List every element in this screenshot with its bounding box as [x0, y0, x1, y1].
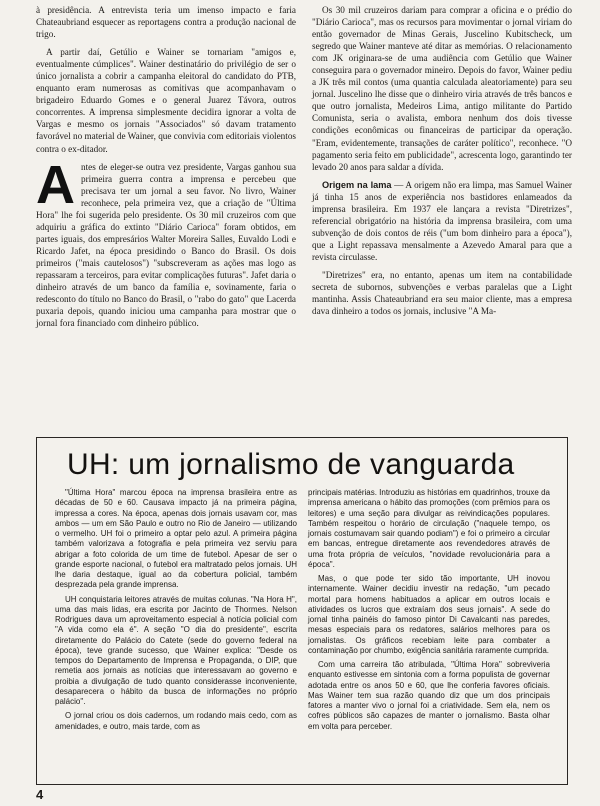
article-paragraph-text: — A origem não era limpa, mas Samuel Wainer já tinha 15 anos de experiência nos bastidores enlameados da imprensa brasileira. Em 1937 ele lançara a revista "Diretrizes", referencial obrigatório na história da imprensa brasileira, com uma subvenção de dois contos de réis ("um bom dinheiro para a época"), que a Light repassava mensalmente a Azevedo Amaral para que a revista circulasse.	[312, 179, 572, 262]
section-subhead: Origem na lama	[322, 179, 392, 190]
article-column-left	[36, 4, 296, 335]
box-title: UH: um jornalismo de vanguarda	[67, 448, 515, 481]
article-paragraph: Os 30 mil cruzeiros dariam para comprar a oficina e o prédio do "Diário Carioca", mas os recursos para movimentar o jornal viriam do então governador de Minas Gerais, Juscelino Kubitscheck, um segredo que Wainer manteve até ditar as memórias. O relacionamento com JK originara-se de uma audiência com Getúlio que Wainer conseguira para o governador mineiro. Depois do favor, Wainer pediu a JK três mil contos (uma quantia calculada aleatoriamente) para seu jornal. Juscelino lhe disse que o dinheiro viria através de três bancos e que outro jornalista, Medeiros Lima, antigo militante do Partido Comunista, seria o avalista, embora nenhum dos dois tivesse condições econômicas ou financeiras de participar da operação. "Eram, evidentemente, transações de caráter político", reconhece. "O pagamento seria feito em publicidade", acrescenta logo, garantindo ter levado 20 anos para saldar a dívida.	[312, 5, 572, 172]
box-paragraph: Com uma carreira tão atribulada, "Última Hora" sobreviveria enquanto estivesse em sintonia com a forma populista de governar adotada entre os anos 50 e 60, que lhe conferia favores oficiais. Mas Wainer tem sua razão quando diz que um dos principais fatores a manter vivo o jornal foi a criatividade. Sem ela, nem os cofres públicos são capazes de manter o jornalismo. Basta olhar em volta para perceber.	[308, 660, 550, 731]
box-column-right	[308, 488, 550, 736]
box-paragraph: UH conquistaria leitores através de muitas colunas. "Na Hora H", uma das mais lidas, era escrita por Jacinto de Thormes. Nelson Rodrigues dava um aproveitamento especial à notícia policial com "A vida como ela é". A seção "O dia do presidente", escrita diretamente do Palácio do Catete (sede do governo federal na época), teve grande sucesso, que Wainer explica: "Desde os tempos do Departamento de Imprensa e Propaganda, o DIP, que remetia aos jornais as notícias que interessavam ao governo e proibia a divulgação de tudo quanto considerasse inconveniente, desaparecera o hábito da busca de informações no próprio palácio".	[55, 594, 297, 706]
article-paragraph: A partir daí, Getúlio e Wainer se tornariam "amigos e, eventualmente cúmplices". Wainer destinatário do privilégio de ser o único jornalista a cobrir a campanha eleitoral do candidato do PTB, enquanto eram numerosas as comitivas que acompanhavam o brigadeiro Eduardo Gomes e o general Juarez Távora, outros concorrentes. A imprensa simplesmente decidira ignorar a volta de Vargas e mesmo os jornais "Associados" só davam tratamento favorável no material de Wainer, que convivia com editoriais violentos contra o ex-ditador.	[36, 47, 296, 154]
box-paragraph: "Última Hora" marcou época na imprensa brasileira entre as décadas de 50 e 60. Causava impacto já na primeira página, impressa a cores. Na época, apenas dois jornais usavam cor, mas ambos — um em São Paulo e outro no Rio de Janeiro — utilizando o vermelho. UH foi o primeiro a optar pelo azul. A primeira página também valorizava a fotografia e pela primeira vez serviu para abrigar a foto colorida de um time de futebol. Apesar de ser o grande esporte nacional, o futebol era maltratado pelos jornais. UH lhe daria destaque, igual ao da cobertura policial, também desprezada pela grande imprensa.	[55, 488, 297, 590]
sidebar-box	[36, 437, 568, 785]
article-paragraph-text: ntes de eleger-se outra vez presidente, Vargas ganhou sua primeira guerra contra a imprensa e percebeu que precisava ter um jornal a seu favor. No livro, Wainer reconhece, pela primeira vez, que a criação de "Última Hora" lhe foi sugerida pelo presidente. Os 30 mil cruzeiros com que adquiriu a gráfica do extinto "Diário Carioca" foram obtidos, em partes iguais, dos empresários Walter Moreira Salles, Euvaldo Lodi e Ricardo Jafet, na época presidindo o Banco do Brasil. Os dois primeiros ("mais cautelosos") "subscreveram as ações mas logo as repassaram a terceiros, para evitar complicações futuras". Jafet daria o dinheiro através de um banco da família e, sovinamente, faria o redesconto do título no Banco do Brasil, o "rabo do gato" que Lacerda puxaria depois, quando iniciou uma campanha para mostrar que o jornal fora financiado com dinheiro público.	[36, 161, 296, 329]
box-column-left	[55, 488, 297, 736]
box-paragraph: O jornal criou os dois cadernos, um rodando mais cedo, com as amenidades, e outro, mais tarde, com as	[55, 711, 297, 731]
article-paragraph-with-subhead	[312, 179, 572, 263]
page-number: 4	[36, 787, 44, 802]
drop-cap: A	[36, 154, 75, 215]
article-paragraph: à presidência. A entrevista teria um imenso impacto e faria Chateaubriand esquecer as reportagens contra a produção nacional de trigo.	[36, 5, 296, 40]
article-paragraph: "Diretrizes" era, no entanto, apenas um item na contabilidade secreta de subornos, subvenções e verbas paralelas que a Light mantinha. Assis Chateaubriand era seu maior cliente, mas a empresa dava dinheiro a todos os jornais, inclusive "A Ma-	[312, 269, 572, 317]
box-paragraph: Mas, o que pode ter sido tão importante, UH inovou internamente. Wainer decidiu investir na redação, "um pecado mortal para homens habituados a aplicar em outros locais e atividades os lucros que extraíam dos seus jornais". A sede do jornal tinha painéis do famoso pintor Di Cavalcanti nas paredes, mesas especiais para os redatores, salários melhores para os jornalistas. Os gráficos recebiam leite para combater a contaminação por chumbo, exigência sanitária raramente cumprida.	[308, 574, 550, 655]
article-column-right	[312, 4, 572, 323]
box-paragraph: principais matérias. Introduziu as histórias em quadrinhos, trouxe da imprensa americana o hábito das promoções (com prêmios para os leitores) e uma seção para divulgar as reivindicações populares. Também respeitou o horário de circulação ("naquele tempo, os jornais costumavam sair quando podiam") e foi o primeiro a circular em bancas, entregue diretamente aos revendedores através de uma frota própria de veículos, "novidade revolucionária para a época".	[308, 488, 550, 569]
article-paragraph-with-dropcap	[36, 154, 296, 330]
